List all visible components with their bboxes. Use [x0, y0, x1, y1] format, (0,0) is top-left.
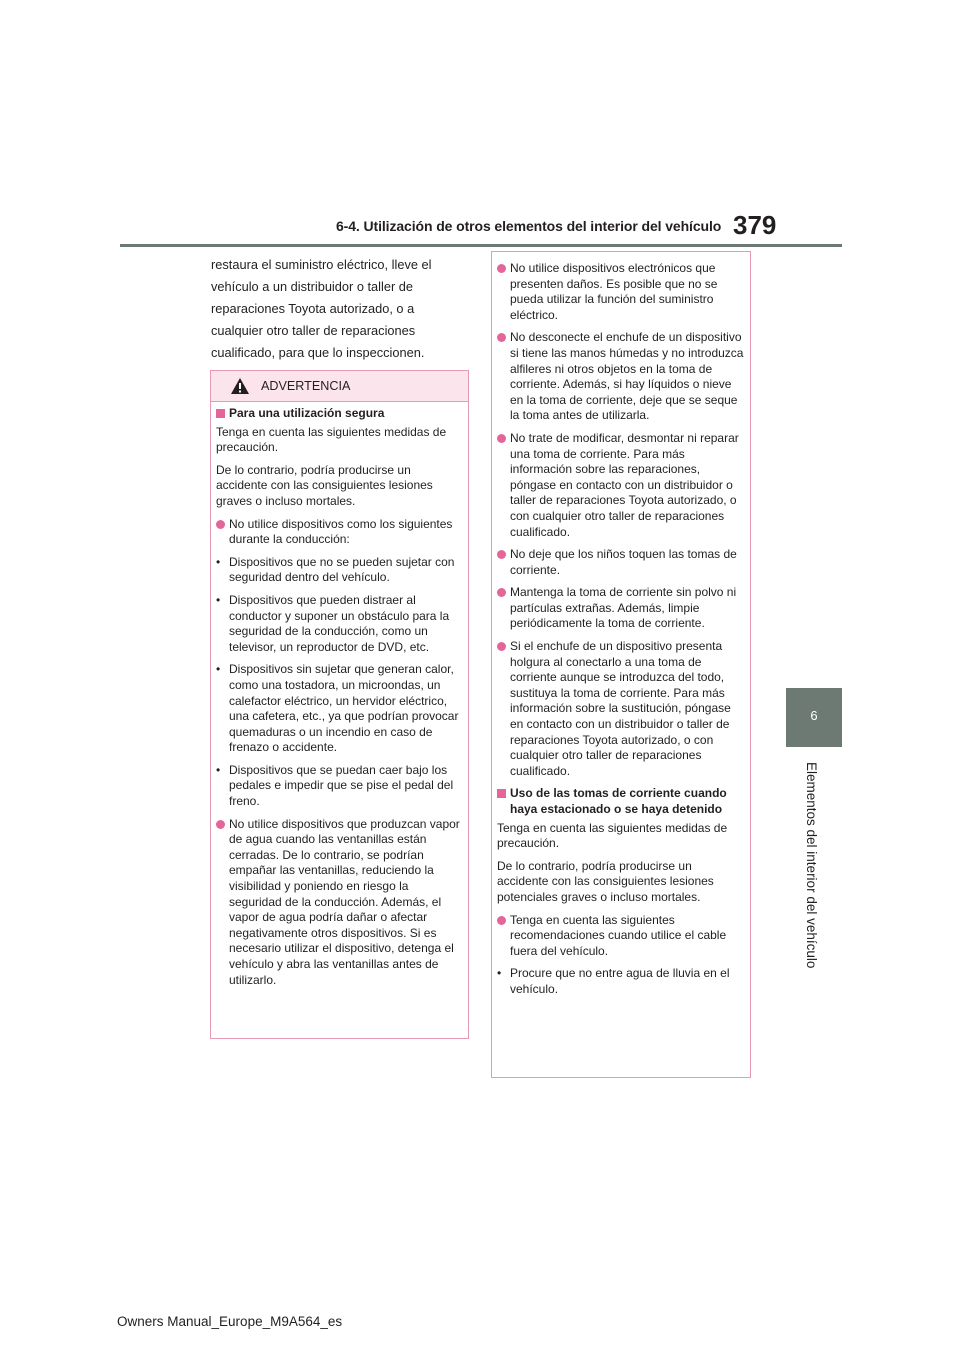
warning-paragraph: De lo contrario, podría producirse un accidente con las consiguientes lesiones graves o incluso mortales. [216, 462, 433, 508]
warning-triangle-icon [230, 377, 250, 395]
warning-item: No utilice dispositivos como los siguientes durante la conducción: [216, 517, 462, 548]
warning-bullet: • Procure que no entre agua de lluvia en el vehículo. [497, 966, 744, 997]
section-title: 6-4. Utilización de otros elementos del interior del vehículo [336, 218, 722, 234]
warning-header [211, 371, 468, 402]
warning-bullet: • Dispositivos que pueden distraer al conductor y suponer un obstáculo para la seguridad de la conducción, como un televisor, un reproductor de DVD, etc. [216, 593, 462, 655]
header-rule [120, 244, 842, 247]
warning-bullet: • Dispositivos sin sujetar que generan calor, como una tostadora, un microondas, un calefactor eléctrico, un hervidor eléctrico, una cafetera, etc., ya que podrían provocar quemaduras o un incendio en caso de frenazo o accidente. [216, 662, 462, 756]
warning-item: No utilice dispositivos que produzcan vapor de agua cuando las ventanillas están cerradas. De lo contrario, se podrían empañar las ventanillas, reduciendo la visibilidad y poniendo en riesgo la seguridad de la conducción. Además, el vapor de agua podría dañar o afectar negativamente otros dispositivos. Si es necesario utilizar el dispositivo, detenga el vehículo y abra las ventanillas antes de utilizarlo. [216, 817, 462, 989]
warning-item: No trate de modificar, desmontar ni reparar una toma de corriente. Para más información sobre las reparaciones, póngase en contacto con un distribuidor o taller de reparaciones Toyota autorizado, o con cualquier otro taller de reparaciones cualificado. [497, 431, 744, 540]
warning-box [210, 370, 469, 1039]
warning-item: No deje que los niños toquen las tomas de corriente. [497, 547, 744, 578]
warning-title: ADVERTENCIA [261, 379, 351, 393]
chapter-side-label: Elementos del interior del vehículo [804, 762, 819, 969]
warning-item: Si el enchufe de un dispositivo presenta holgura al conectarlo a una toma de corriente aunque se introduzca del todo, sustituya la toma de corriente. Para más información sobre la sustitución, póngase en contacto con un distribuidor o taller de reparaciones Toyota autorizado, o con cualquier otro taller de reparaciones cualificado. [497, 639, 744, 779]
warning-item: No utilice dispositivos electrónicos que presenten daños. Es posible que no se pueda utilizar la función del suministro eléctrico. [497, 261, 744, 323]
warning-paragraph: Tenga en cuenta las siguientes medidas de precaución. [216, 424, 447, 455]
warning-item: Mantenga la toma de corriente sin polvo ni partículas extrañas. Además, limpie periódicamente la toma de corriente. [497, 585, 744, 632]
warning-bullet: • Dispositivos que no se pueden sujetar con seguridad dentro del vehículo. [216, 555, 462, 586]
warning-continuation-box [491, 251, 751, 1078]
warning-item: No desconecte el enchufe de un dispositivo si tiene las manos húmedas y no introduzca alfileres ni otros objetos en la toma de corriente. Además, si hay líquidos o nieve en la toma de corriente, deje que se seque la toma antes de utilizarla. [497, 330, 744, 424]
footer-text: Owners Manual_Europe_M9A564_es [117, 1314, 343, 1329]
page-number: 379 [733, 210, 777, 240]
chapter-tab: 6 [786, 688, 842, 747]
warning-bullet: • Dispositivos que se puedan caer bajo los pedales e impedir que se pise el pedal del freno. [216, 763, 462, 810]
intro-paragraph: restaura el suministro eléctrico, lleve el vehículo a un distribuidor o taller de reparaciones Toyota autorizado, o a cualquier otro taller de reparaciones cualificado, para que lo inspeccionen. [211, 257, 432, 361]
warning-heading: Para una utilización segura [216, 406, 462, 422]
warning-heading: Uso de las tomas de corriente cuando haya estacionado o se haya detenido [497, 786, 744, 817]
warning-item: Tenga en cuenta las siguientes recomendaciones cuando utilice el cable fuera del vehículo. [497, 913, 744, 960]
warning-paragraph: Tenga en cuenta las siguientes medidas de precaución. [497, 820, 728, 851]
warning-paragraph: De lo contrario, podría producirse un accidente con las consiguientes lesiones potenciales graves o incluso mortales. [497, 858, 714, 904]
